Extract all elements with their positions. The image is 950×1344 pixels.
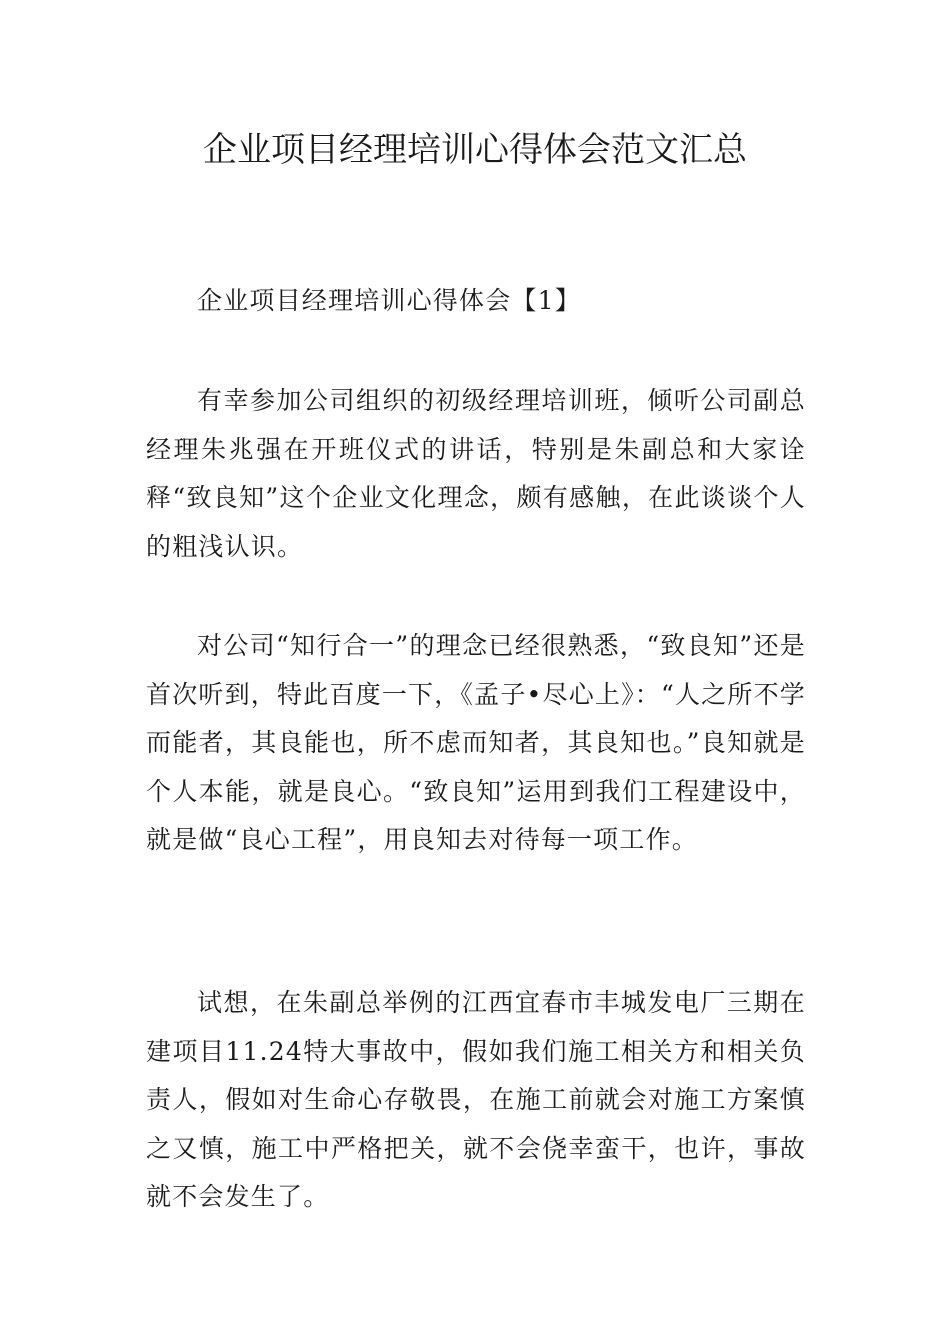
paragraph-1: 有幸参加公司组织的初级经理培训班，倾听公司副总经理朱兆强在开班仪式的讲话，特别是朱副总和大家诠释“致良知”这个企业文化理念，颇有感触，在此谈谈个人的粗浅认识。 xyxy=(146,386,806,561)
paragraph-2: 对公司“知行合一”的理念已经很熟悉，“致良知”还是首次听到，特此百度一下，《孟子•尽心上》：“人之所不学而能者，其良能也，所不虑而知者，其良知也。”良知就是个人本能，就是良心。“致良知”运用到我们工程建设中，就是做“良心工程”，用良知去对待每一项工作。 xyxy=(146,631,806,854)
section-heading: 企业项目经理培训心得体会【1】 xyxy=(197,286,581,315)
document-title: 企业项目经理培训心得体会范文汇总 xyxy=(203,130,747,170)
paragraph-3: 试想，在朱副总举例的江西宜春市丰城发电厂三期在建项目11.24特大事故中，假如我们施工相关方和相关负责人，假如对生命心存敬畏，在施工前就会对施工方案慎之又慎，施工中严格把关，就不会侥幸蛮干，也许，事故就不会发生了。 xyxy=(146,988,806,1211)
